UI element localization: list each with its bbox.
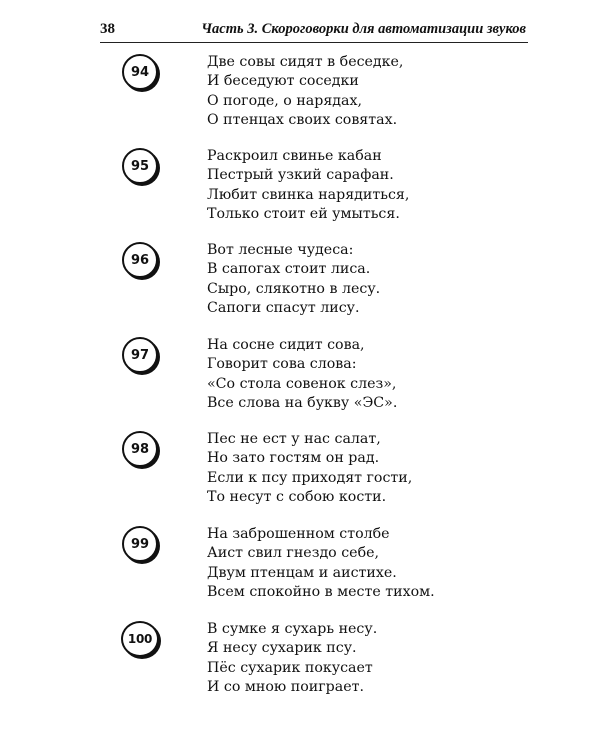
- entry-number-badge: 94: [122, 54, 158, 90]
- verse: [207, 147, 409, 225]
- verse-line: На сосне сидит сова,: [207, 337, 365, 353]
- entry-number-badge: 98: [122, 431, 158, 467]
- verse-line: «Со стола совенок слез»,: [207, 375, 397, 392]
- verse: [207, 525, 435, 603]
- verse-line: Всем спокойно в месте тихом.: [207, 584, 435, 601]
- tongue-twister-entry: [0, 430, 600, 520]
- verse-line: О погоде, о нарядах,: [207, 92, 362, 109]
- verse-line: Только стоит ей умыться.: [207, 206, 400, 223]
- verse-line: Сапоги спасут лису.: [207, 300, 360, 317]
- verse-line: Если к псу приходят гости,: [207, 469, 413, 486]
- verse-line: Аист свил гнездо себе,: [207, 545, 380, 562]
- verse-line: Сыро, слякотно в лесу.: [207, 280, 381, 297]
- verse: [207, 336, 397, 414]
- verse-line: То несут с собою кости.: [207, 489, 387, 506]
- tongue-twister-entry: [0, 525, 600, 615]
- tongue-twister-entry: [0, 620, 600, 710]
- verse-line: В сапогах стоит лиса.: [207, 261, 371, 278]
- page-header: [100, 20, 528, 43]
- entry-number-badge: 95: [122, 148, 158, 184]
- verse: [207, 241, 380, 319]
- page-number: 38: [100, 21, 115, 37]
- verse-line: Две совы сидят в беседке,: [207, 54, 404, 70]
- tongue-twister-entry: [0, 336, 600, 426]
- verse-line: И со мною поиграет.: [207, 679, 364, 696]
- verse-line: Вот лесные чудеса:: [207, 242, 354, 258]
- verse-line: Любит свинка нарядиться,: [207, 186, 410, 203]
- verse-line: Двум птенцам и аистихе.: [207, 564, 397, 581]
- entry-number-badge: 99: [122, 526, 158, 562]
- tongue-twister-entry: [0, 147, 600, 237]
- verse-line: Говорит сова слова:: [207, 356, 357, 373]
- entry-number-badge: 96: [122, 242, 158, 278]
- verse-line: Пес не ест у нас салат,: [207, 431, 381, 447]
- verse-line: Раскроил свинье кабан: [207, 148, 382, 164]
- verse: [207, 620, 377, 698]
- verse-line: Пёс сухарик покусает: [207, 659, 373, 676]
- verse: [207, 430, 412, 508]
- tongue-twister-entry: [0, 241, 600, 331]
- verse-line: Все слова на букву «ЭС».: [207, 395, 398, 412]
- verse-line: Я несу сухарик псу.: [207, 640, 357, 657]
- verse-line: Но зато гостям он рад.: [207, 450, 380, 467]
- verse-line: И беседуют соседки: [207, 73, 359, 90]
- verse-line: В сумке я сухарь несу.: [207, 621, 378, 637]
- tongue-twister-entry: [0, 53, 600, 143]
- verse: [207, 53, 403, 131]
- entry-number-badge: 97: [122, 337, 158, 373]
- verse-line: О птенцах своих совятах.: [207, 112, 398, 129]
- running-title: Часть 3. Скороговорки для автоматизации звуков: [201, 21, 526, 37]
- verse-line: На заброшенном столбе: [207, 526, 390, 542]
- verse-line: Пестрый узкий сарафан.: [207, 167, 394, 184]
- entry-number-badge: 100: [121, 621, 159, 657]
